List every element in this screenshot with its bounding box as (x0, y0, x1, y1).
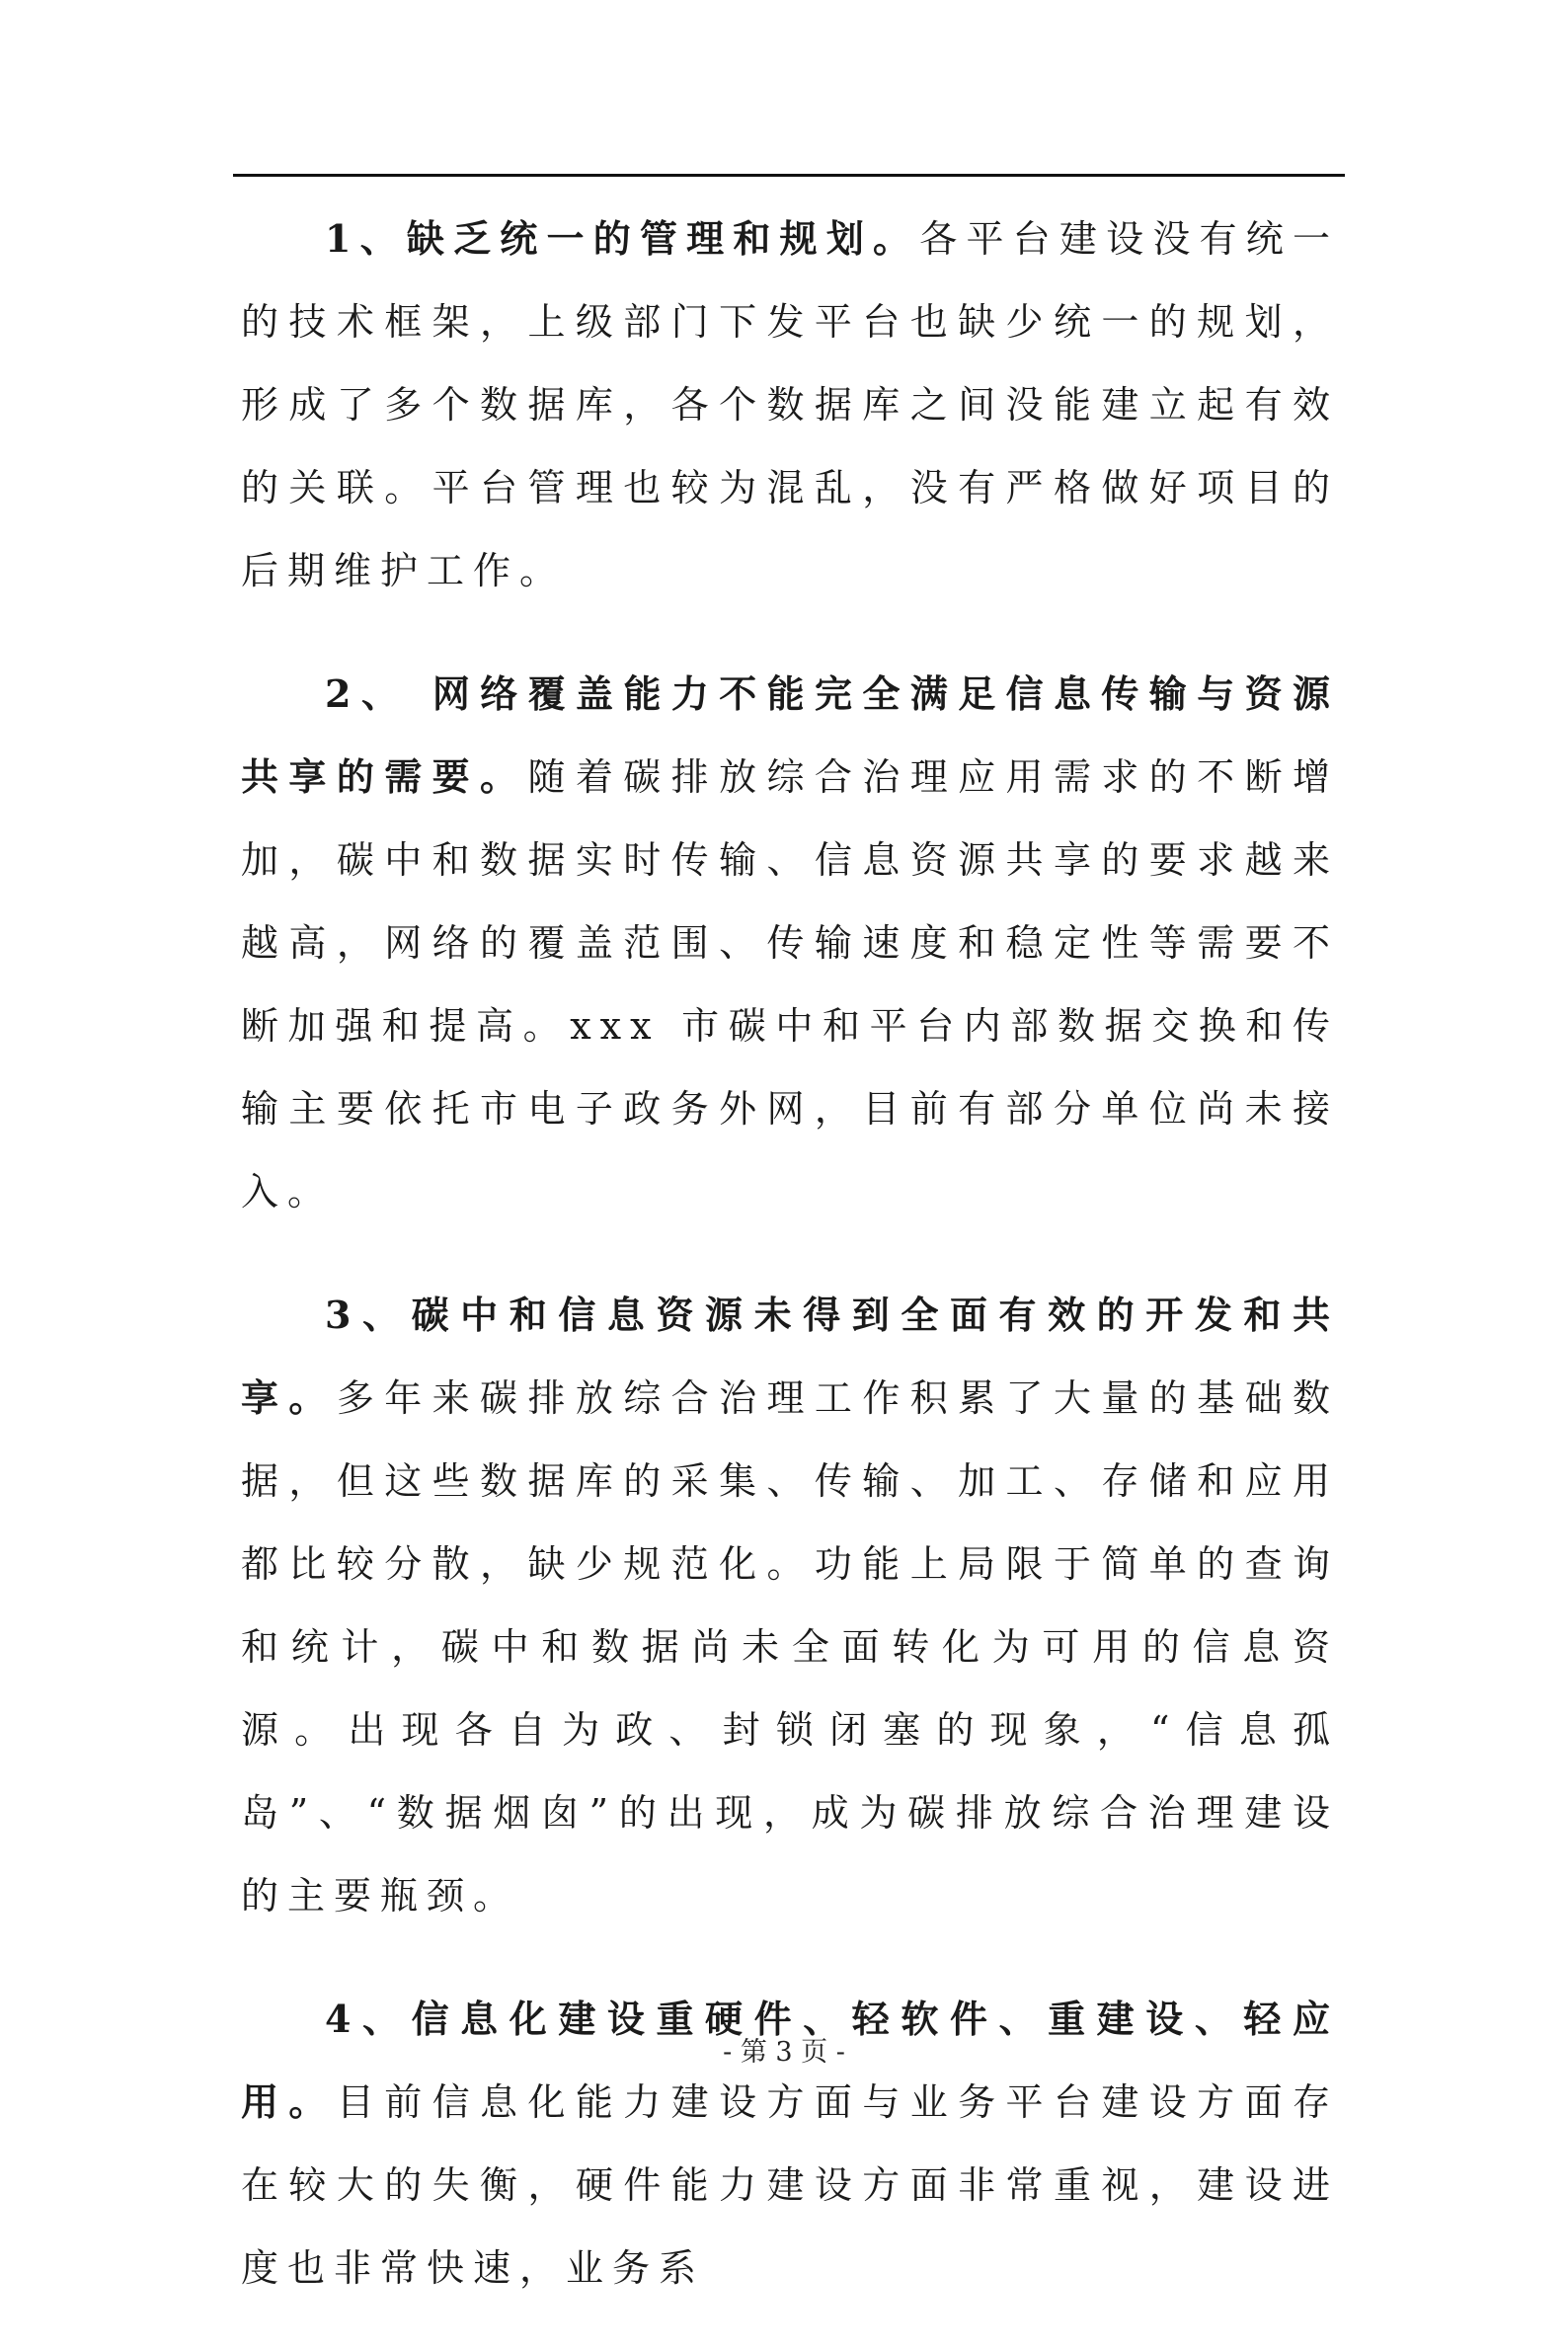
paragraph-1-text: 各平台建设没有统一的技术框架，上级部门下发平台也缺少统一的规划，形成了多个数据库，各个数据库之间没能建立起有效的关联。平台管理也较为混乱，没有严格做好项目的后期维护工作。 (241, 217, 1339, 592)
paragraph-4 (241, 1978, 1339, 2310)
paragraph-1-heading: 1、缺乏统一的管理和规划。 (325, 216, 920, 261)
paragraph-4-text: 目前信息化能力建设方面与业务平台建设方面存在较大的失衡，硬件能力建设方面非常重视，建设进度也非常快速，业务系 (241, 2080, 1339, 2290)
paragraph-2 (241, 653, 1339, 1233)
paragraph-3-heading: 3、碳中和信息资源未得到全面有效的开发和共享。 (241, 1292, 1339, 1420)
paragraph-1 (241, 197, 1339, 612)
document-body (241, 197, 1339, 2350)
page-number: - 第 3 页 - (723, 2037, 845, 2068)
paragraph-3 (241, 1274, 1339, 1937)
paragraph-2-text: 随着碳排放综合治理应用需求的不断增加，碳中和数据实时传输、信息资源共享的要求越来越高，网络的覆盖范围、传输速度和稳定性等需要不断加强和提高。xxx 市碳中和平台内部数据交换和传输主要依托市电子政务外网，目前有部分单位尚未接入。 (241, 755, 1339, 1214)
paragraph-2-heading: 2、 网络覆盖能力不能完全满足信息传输与资源共享的需要。 (241, 671, 1339, 799)
paragraph-4-heading: 4、信息化建设重硬件、轻软件、重建设、轻应用。 (241, 1997, 1339, 2124)
paragraph-3-text: 多年来碳排放综合治理工作积累了大量的基础数据，但这些数据库的采集、传输、加工、存储和应用都比较分散，缺少规范化。功能上局限于简单的查询和统计，碳中和数据尚未全面转化为可用的信息资源。出现各自为政、封锁闭塞的现象，“信息孤岛”、“数据烟囱”的出现，成为碳排放综合治理建设的主要瓶颈。 (241, 1376, 1339, 1918)
header-rule (233, 174, 1345, 177)
